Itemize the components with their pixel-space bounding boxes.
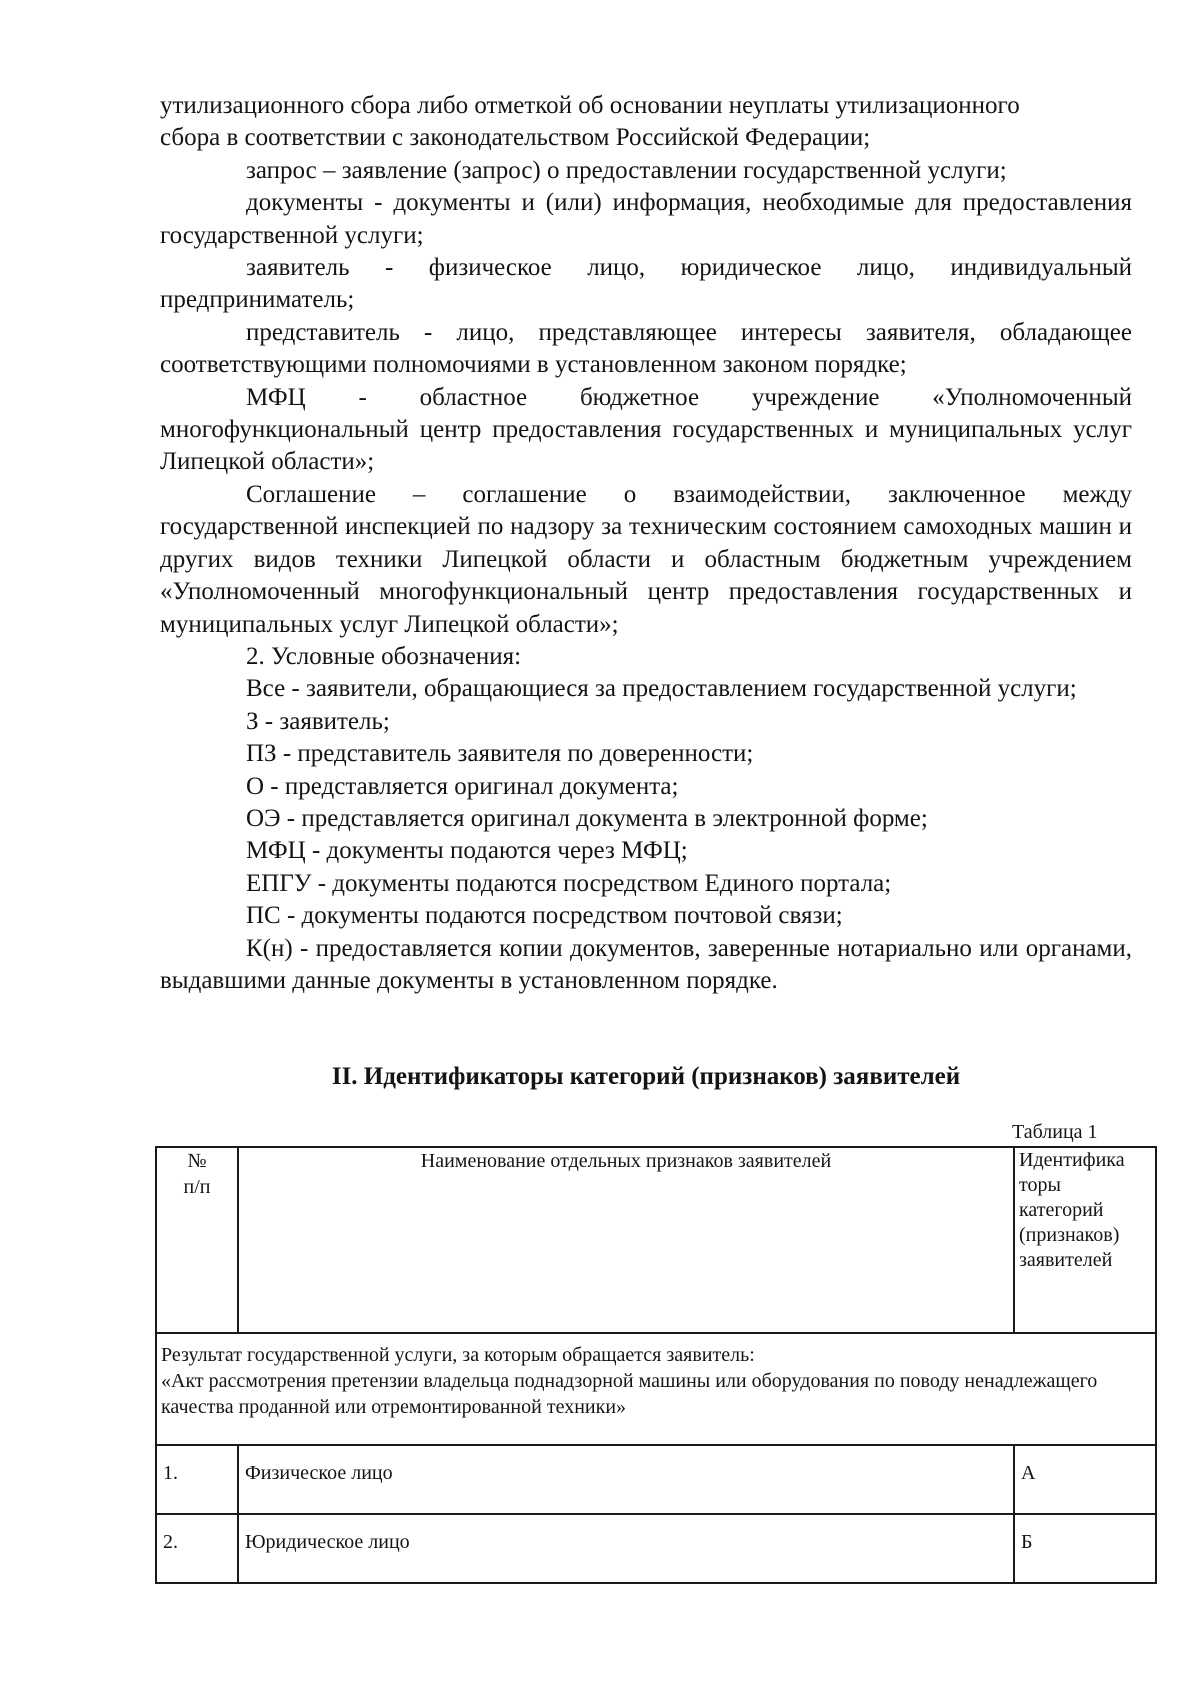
table-row <box>156 1514 1156 1583</box>
row-identifier: Б <box>1014 1514 1156 1583</box>
row-identifier: А <box>1014 1445 1156 1514</box>
header-ids-line: торы <box>1019 1174 1061 1196</box>
row-name: Юридическое лицо <box>238 1514 1014 1583</box>
definition-mfc: МФЦ - областное бюджетное учреждение «Уполномоченный многофункциональный центр предоставления государственных и муниципальных услуг Липецкой области»; <box>160 383 1132 476</box>
header-name-cell: Наименование отдельных признаков заявителей <box>238 1147 1014 1333</box>
symbol-ps: ПС - документы подаются посредством почтовой связи; <box>246 902 843 930</box>
symbol-mfc: МФЦ - документы подаются через МФЦ; <box>246 837 688 865</box>
document-body <box>160 90 1132 997</box>
table-caption: Таблица 1 <box>1012 1121 1098 1143</box>
symbol-kn: К(н) - предоставляется копии документов, заверенные нотариально или органами, выдавшими данные документы в установленном порядке. <box>160 934 1132 994</box>
service-result-row <box>156 1333 1156 1445</box>
symbol-pz: ПЗ - представитель заявителя по доверенности; <box>246 740 754 768</box>
section-2-title: 2. Условные обозначения: <box>246 642 522 670</box>
symbol-o: О - представляется оригинал документа; <box>246 772 679 800</box>
continued-line: сбора в соответствии с законодательством Российской Федерации; <box>160 124 871 152</box>
symbol-all: Все - заявители, обращающиеся за предоставлением государственной услуги; <box>246 675 1077 703</box>
header-ids-line: Идентифика <box>1019 1149 1125 1171</box>
applicant-identifiers-table <box>155 1146 1157 1584</box>
symbol-oe: ОЭ - представляется оригинал документа в электронной форме; <box>246 804 928 832</box>
symbol-epgu: ЕПГУ - документы подаются посредством Единого портала; <box>246 869 892 897</box>
row-name: Физическое лицо <box>238 1445 1014 1514</box>
header-number-abbr: п/п <box>183 1176 211 1198</box>
header-identifiers-cell <box>1014 1147 1156 1333</box>
row-number: 2. <box>156 1514 238 1583</box>
header-ids-line: (признаков) <box>1019 1224 1120 1246</box>
service-result-description: «Акт рассмотрения претензии владельца поднадзорной машины или оборудования по поводу ненадлежащего качества проданной или отремонтированной техники» <box>161 1370 1098 1418</box>
service-result-label: Результат государственной услуги, за которым обращается заявитель: <box>161 1344 755 1366</box>
header-number-cell <box>156 1147 238 1333</box>
definition-applicant: заявитель - физическое лицо, юридическое лицо, индивидуальный предприниматель; <box>160 254 1132 314</box>
definition-request: запрос – заявление (запрос) о предоставлении государственной услуги; <box>246 156 1007 184</box>
table-row <box>156 1445 1156 1514</box>
header-number-symbol: № <box>187 1150 207 1172</box>
section-heading: II. Идентификаторы категорий (признаков) заявителей <box>331 1063 961 1090</box>
service-result-cell <box>156 1333 1156 1445</box>
row-number: 1. <box>156 1445 238 1514</box>
definition-representative: представитель - лицо, представляющее интересы заявителя, обладающее соответствующими полномочиями в установленном законом порядке; <box>160 318 1132 379</box>
header-ids-line: заявителей <box>1019 1249 1113 1271</box>
continued-line: утилизационного сбора либо отметкой об основании неуплаты утилизационного <box>160 92 1020 119</box>
table-header-row <box>156 1147 1156 1333</box>
definition-agreement: Соглашение – соглашение о взаимодействии, заключенное между государственной инспекцией по надзору за техническим состоянием самоходных машин и других видов техники Липецкой области и областным бюджетным учреждением «Уполномоченный многофункциональный центр предоставления государственных и муниципальных услуг Липецкой области»; <box>160 480 1132 638</box>
header-ids-line: категорий <box>1019 1199 1104 1221</box>
definition-documents: документы - документы и (или) информация, необходимые для предоставления государственной услуги; <box>160 189 1132 249</box>
symbol-z: З - заявитель; <box>246 707 390 735</box>
